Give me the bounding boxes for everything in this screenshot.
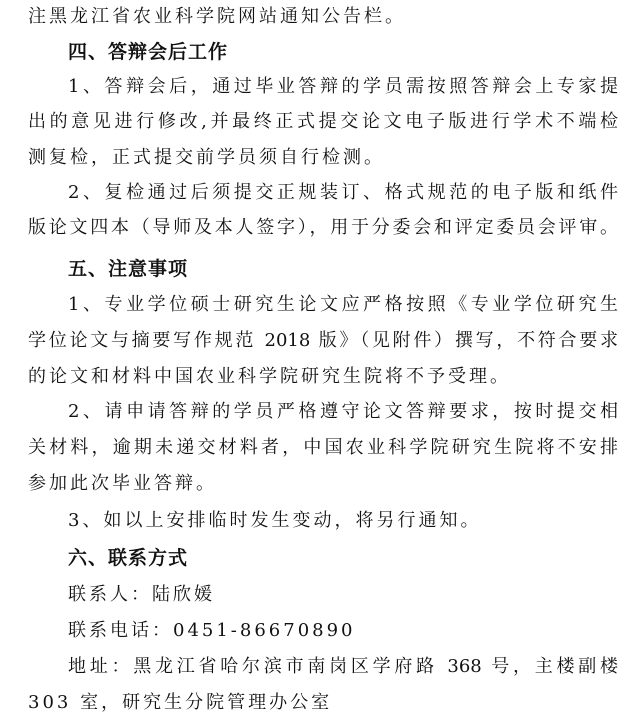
paragraph-line: 1、专业学位硕士研究生论文应严格按照《专业学位研究生 [68, 294, 618, 315]
address-line: 303 室，研究生分院管理办公室 [28, 692, 333, 713]
paragraph-line: 版论文四本（导师及本人签字），用于分委会和评定委员会评审。 [28, 217, 618, 238]
paragraph-line: 的论文和材料中国农业科学院研究生院将不予受理。 [28, 366, 511, 387]
paragraph-line: 3、如以上安排临时发生变动，将另行通知。 [68, 510, 482, 531]
contact-person: 联系人：陆欣媛 [68, 584, 215, 605]
section-heading-6: 六、联系方式 [68, 547, 189, 569]
paragraph-line: 2、请申请答辩的学员严格遵守论文答辩要求，按时提交相 [68, 401, 618, 422]
paragraph-line: 参加此次毕业答辩。 [28, 473, 217, 494]
address-line: 地址：黑龙江省哈尔滨市南岗区学府路 368 号，主楼副楼 [68, 656, 618, 677]
paragraph-line: 测复检，正式提交前学员须自行检测。 [28, 147, 385, 168]
section-heading-5: 五、注意事项 [68, 258, 189, 280]
paragraph-line: 关材料，逾期未递交材料者，中国农业科学院研究生院将不安排 [28, 437, 618, 458]
paragraph-line: 注黑龙江省农业科学院网站通知公告栏。 [28, 6, 406, 27]
paragraph-line: 学位论文与摘要写作规范 2018 版》（见附件）撰写，不符合要求 [28, 330, 618, 351]
paragraph-line: 出的意见进行修改,并最终正式提交论文电子版进行学术不端检 [28, 111, 618, 132]
contact-phone: 联系电话：0451-86670890 [68, 620, 356, 641]
paragraph-line: 1、答辩会后，通过毕业答辩的学员需按照答辩会上专家提 [68, 76, 618, 97]
section-heading-4: 四、答辩会后工作 [68, 41, 229, 63]
paragraph-line: 2、复检通过后须提交正规装订、格式规范的电子版和纸件 [68, 182, 618, 203]
